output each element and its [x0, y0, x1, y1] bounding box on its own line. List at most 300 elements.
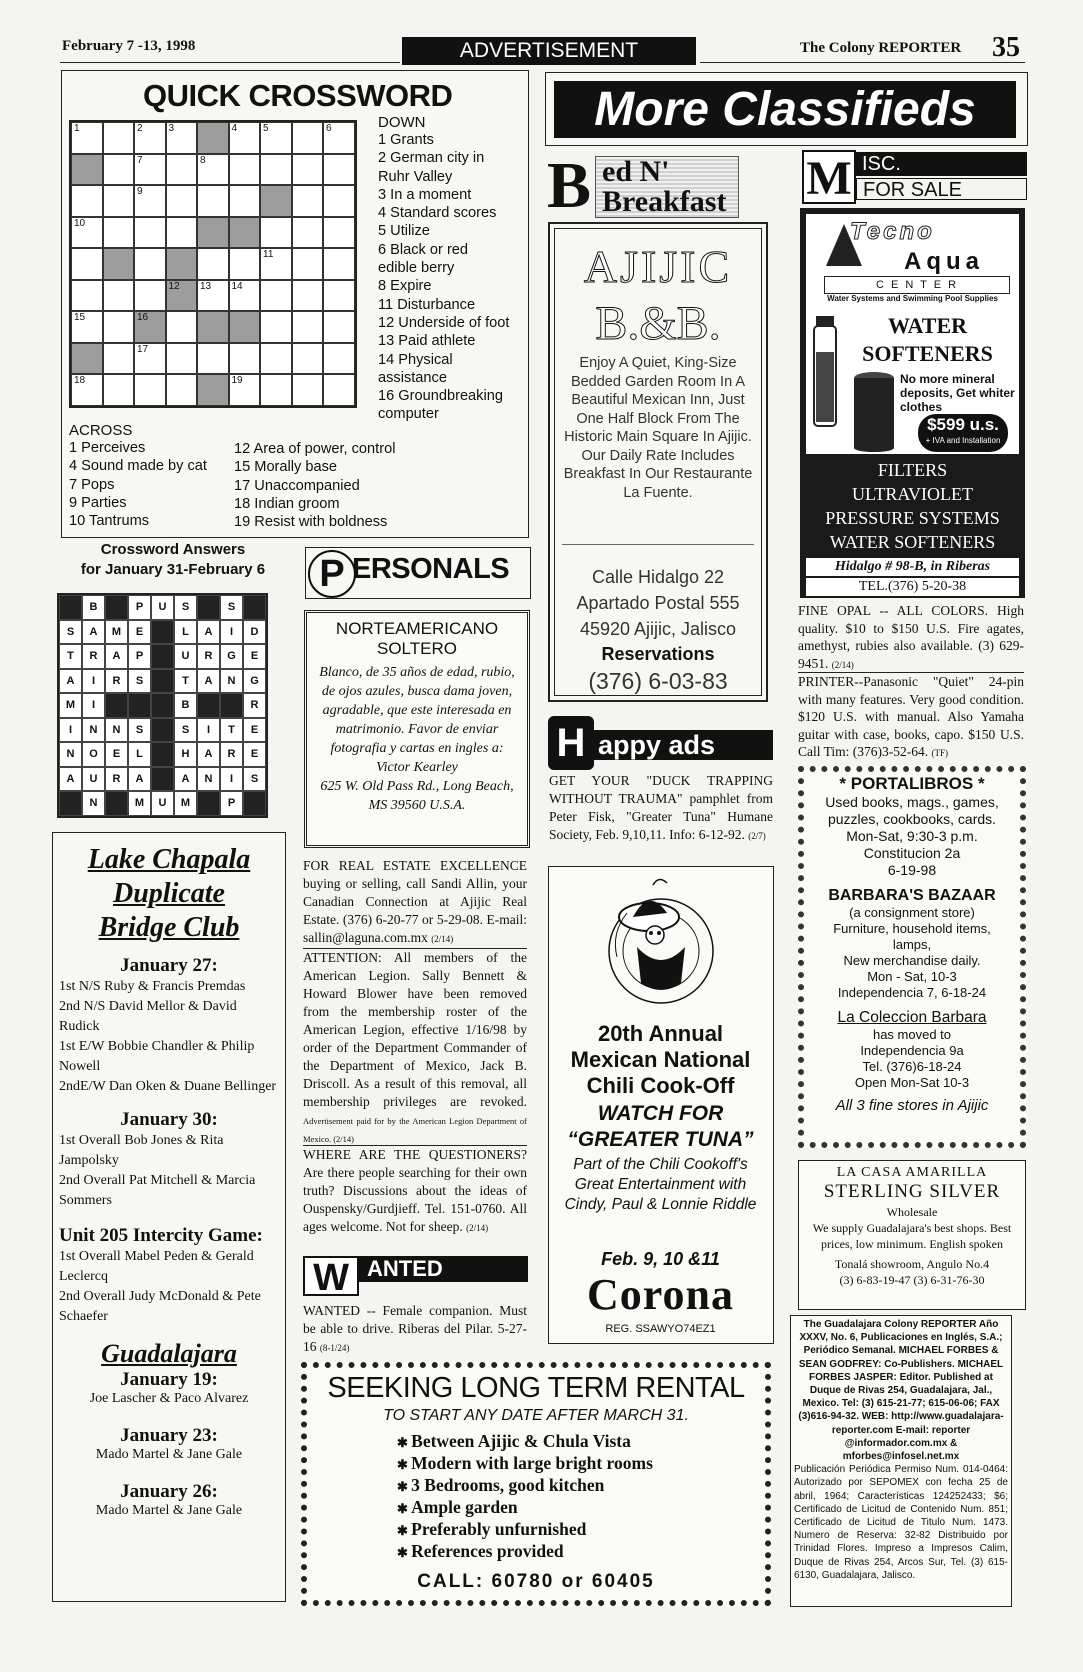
cell-number: 6 [326, 123, 332, 134]
answer-cell [151, 718, 174, 743]
down-clues [378, 114, 528, 424]
answer-cell: A [197, 742, 220, 767]
filter-item: FILTERS [877, 460, 948, 480]
answer-cell [220, 693, 243, 718]
crossword-cell[interactable] [103, 311, 135, 343]
softener-tank-icon [852, 370, 896, 452]
answer-cell: E [128, 620, 151, 645]
clue-item: 12 Underside of foot [378, 314, 510, 331]
answer-cell [59, 595, 82, 620]
answers-grid [57, 593, 268, 818]
crossword-cell[interactable] [134, 248, 166, 280]
crossword-cell[interactable] [197, 280, 229, 312]
bnb-phone[interactable]: (376) 6-03-83 [588, 668, 728, 694]
personals-heading: ERSONALS [352, 553, 510, 585]
rental-feature [397, 1453, 765, 1475]
casa-phone: (3) 6-83-19-47 (3) 6-31-76-30 [839, 1273, 985, 1287]
crossword-cell [197, 122, 229, 154]
crossword-cell[interactable] [166, 185, 198, 217]
answer-cell: E [105, 742, 128, 767]
date-heading: January 26: [120, 1481, 218, 1502]
answer-cell: I [220, 767, 243, 792]
crossword-cell[interactable] [134, 185, 166, 217]
paper-name: The Colony REPORTER [800, 40, 962, 56]
crossword-cell[interactable] [292, 154, 324, 186]
result-line: 2nd Overall Pat Mitchell & Marcia Sommers [59, 1173, 256, 1208]
answer-cell: G [243, 669, 266, 694]
rental-title: SEEKING LONG TERM RENTAL [327, 1372, 745, 1404]
portalibros-ad [798, 766, 1026, 1148]
ad-title: NORTEAMERICANO [335, 619, 499, 638]
bnb-address: 45920 Ajijic, Jalisco [579, 619, 737, 639]
answer-cell: S [220, 595, 243, 620]
crossword-cell[interactable] [229, 185, 261, 217]
happy-ads-header [548, 716, 774, 768]
crossword-cell[interactable] [323, 280, 355, 312]
answer-cell: I [197, 718, 220, 743]
coleccion-title: La Coleccion Barbara [837, 1009, 987, 1026]
bnb-initial: B [547, 149, 592, 222]
ad-text: FINE OPAL -- ALL COLORS. High quality. $10 to $150 U.S. Fire agates, amethyst, rubies also available. (3) 629-9451. [798, 603, 1024, 671]
casa-amarilla-ad [798, 1160, 1026, 1310]
misc-heading: ISC. [856, 152, 1027, 176]
answer-cell: U [174, 644, 197, 669]
answer-cell [151, 693, 174, 718]
answer-cell [197, 693, 220, 718]
crossword-cell[interactable] [103, 185, 135, 217]
crossword-cell[interactable] [260, 343, 292, 375]
crossword-cell[interactable] [134, 343, 166, 375]
crossword-cell[interactable] [103, 154, 135, 186]
answer-cell: S [174, 718, 197, 743]
bridge-title: Duplicate [113, 878, 225, 909]
filter-item: PRESSURE SYSTEMS [825, 508, 1000, 528]
crossword-cell[interactable] [292, 217, 324, 249]
bridge-title: Bridge Club [98, 912, 240, 943]
norteamericano-ad [304, 610, 530, 848]
crossword-cell[interactable] [134, 122, 166, 154]
crossword-cell[interactable] [323, 185, 355, 217]
crossword-cell[interactable] [292, 248, 324, 280]
answer-cell [151, 669, 174, 694]
across-clue-list [234, 440, 524, 531]
cell-number: 11 [263, 249, 274, 260]
crossword-cell[interactable] [323, 248, 355, 280]
answer-cell: S [243, 767, 266, 792]
ad-text: GET YOUR "DUCK TRAPPING WITHOUT TRAUMA" pamphlet from Peter Fisk, "Greater Tuna" Humane Society, Feb. 9,10,11. Info: 6-12-92. [549, 773, 773, 842]
feature-text: Ample garden [411, 1497, 518, 1517]
crossword-cell[interactable] [71, 185, 103, 217]
result-line: 2nd Overall Judy McDonald & Pete Schaefer [59, 1289, 261, 1324]
clue-item: 7 Pops [69, 476, 115, 493]
crossword-cell[interactable] [197, 343, 229, 375]
crossword-cell[interactable] [71, 217, 103, 249]
portalibros-phone: 6-19-98 [887, 862, 937, 878]
clue-item: 3 In a moment [378, 186, 472, 203]
crossword-cell[interactable] [260, 280, 292, 312]
crossword-cell[interactable] [292, 343, 324, 375]
answer-cell: H [174, 742, 197, 767]
crossword-cell[interactable] [323, 217, 355, 249]
drop-icon [824, 222, 864, 270]
answer-cell: T [174, 669, 197, 694]
clue-item: edible berry [378, 260, 455, 277]
crossword-cell[interactable] [292, 374, 324, 406]
answer-cell: S [128, 669, 151, 694]
misc-initial: M [802, 150, 856, 204]
bazaar-address: Independencia 7, 6-18-24 [837, 985, 987, 1000]
crossword-cell[interactable] [134, 154, 166, 186]
answer-cell: I [59, 718, 82, 743]
ad-code: (2/14) [466, 1223, 489, 1233]
misc-address: Hidalgo # 98-B, in Riberas [806, 558, 1019, 576]
crossword-cell[interactable] [229, 280, 261, 312]
feature-text: Modern with large bright rooms [411, 1453, 653, 1473]
section-heading: Unit 205 Intercity Game: [59, 1225, 263, 1246]
answer-cell [243, 791, 266, 816]
misc-heading: FOR SALE [856, 178, 1027, 200]
crossword-cell [197, 217, 229, 249]
ad-body: Blanco, de 35 años de edad, rubio, de ojos azules, busca dama joven, agradable, que este interesada en matrimonio. Favor de enviar fotografia y cartas en ingles a: [319, 665, 515, 756]
cell-number: 5 [263, 123, 269, 134]
answer-cell [243, 595, 266, 620]
answer-cell: M [105, 620, 128, 645]
bnb-header [547, 149, 773, 222]
crossword-cell[interactable] [134, 280, 166, 312]
answer-cell: P [220, 791, 243, 816]
casa-body: We supply Guadalajara's best shops. Best prices, low minimum. English spoken [812, 1221, 1012, 1251]
clue-item: Ruhr Valley [378, 168, 453, 185]
fine-opal-ad [798, 602, 1024, 674]
wanted-initial: W [303, 1256, 359, 1296]
bnb-name: B.&B. [595, 297, 721, 350]
crossword-cell[interactable] [166, 343, 198, 375]
ad-code: (2/14) [831, 659, 854, 670]
clue-item: 16 Groundbreaking [378, 388, 503, 405]
cell-number: 13 [200, 280, 212, 292]
crossword-cell[interactable] [134, 217, 166, 249]
crossword-cell[interactable] [103, 374, 135, 406]
crossword-cell[interactable] [323, 154, 355, 186]
ad-code: (2/14) [431, 934, 454, 944]
result-line: Mado Martel & Jane Gale [95, 1447, 243, 1462]
water-title: WATER [887, 313, 968, 338]
crossword-cell[interactable] [260, 374, 292, 406]
cell-number: 7 [137, 154, 143, 166]
result-line: 2ndE/W Dan Oken & Duane Bellinger [59, 1079, 277, 1094]
answers-heading: Crossword Answers [100, 541, 246, 558]
cell-number: 19 [231, 375, 243, 386]
crossword-cell[interactable] [229, 374, 261, 406]
crossword-cell [229, 217, 261, 249]
results-list [59, 1247, 279, 1327]
rental-feature [397, 1497, 765, 1519]
crossword-title: QUICK CROSSWORD [143, 78, 453, 113]
coleccion-body: has moved to Independencia 9a [860, 1027, 964, 1058]
answer-cell: A [105, 644, 128, 669]
answer-cell [128, 693, 151, 718]
ad-title: SOLTERO [377, 639, 457, 658]
answer-cell: L [128, 742, 151, 767]
crossword-cell[interactable] [323, 343, 355, 375]
clue-item: 6 Black or red [378, 241, 469, 258]
bridge-club-box [52, 832, 286, 1602]
answer-cell: B [174, 693, 197, 718]
crossword-cell[interactable] [260, 154, 292, 186]
across-clues-left [69, 422, 239, 530]
bnb-address: Apartado Postal 555 [576, 593, 740, 613]
answer-cell: U [151, 791, 174, 816]
answer-cell: A [197, 620, 220, 645]
crossword-cell[interactable] [229, 248, 261, 280]
down-heading: DOWN [378, 114, 426, 131]
clue-item: 4 Sound made by cat [69, 458, 207, 475]
across-clues-right [234, 440, 524, 531]
happy-heading: appy ads [592, 730, 773, 760]
classifieds-header-box [545, 72, 1028, 146]
asterisk-icon: ✱ [397, 1457, 412, 1472]
result-line: 1st E/W Bobbie Chandler & Philip Nowell [59, 1039, 255, 1074]
personals-header [305, 547, 531, 599]
casa-subtitle: STERLING SILVER [823, 1181, 1001, 1202]
crossword-cell[interactable] [134, 374, 166, 406]
chili-logo-icon [597, 873, 725, 1019]
answer-cell: A [128, 767, 151, 792]
result-line: 1st Overall Bob Jones & Rita Jampolsky [59, 1133, 224, 1168]
logo-aqua: Aqua [904, 248, 984, 275]
coleccion-hours: Open Mon-Sat 10-3 [854, 1075, 970, 1090]
legion-notice [303, 949, 527, 1147]
answer-cell: I [82, 669, 105, 694]
chili-description: Part of the Chili Cookoff's Great Entertainment with Cindy, Paul & Lonnie Riddle [564, 1156, 757, 1213]
cell-number: 3 [168, 123, 175, 134]
cell-number: 10 [74, 217, 86, 229]
answer-cell: A [82, 620, 105, 645]
clue-item: assistance [378, 369, 447, 386]
chili-dates: Feb. 9, 10 &11 [601, 1249, 720, 1269]
rental-call[interactable]: CALL: 60780 or 60405 [417, 1571, 655, 1592]
answer-cell: N [82, 791, 105, 816]
crossword-cell [197, 311, 229, 343]
clue-item: 18 Indian groom [234, 495, 340, 512]
crossword-cell [166, 248, 198, 280]
corona-logo: Corona [587, 1270, 734, 1319]
crossword-cell [197, 374, 229, 406]
crossword-cell[interactable] [260, 122, 292, 154]
answer-cell: R [82, 644, 105, 669]
crossword-cell[interactable] [260, 248, 292, 280]
crossword-cell[interactable] [197, 185, 229, 217]
filter-item: WATER SOFTENERS [829, 532, 996, 552]
cell-number: 9 [137, 186, 143, 197]
rental-subtitle: TO START ANY DATE AFTER MARCH 31. [383, 1407, 689, 1424]
crossword-cell[interactable] [166, 154, 198, 186]
rental-feature [397, 1541, 765, 1563]
asterisk-icon: ✱ [397, 1435, 412, 1450]
results-list [59, 977, 279, 1097]
asterisk-icon: ✱ [397, 1479, 412, 1494]
date-heading: January 23: [120, 1425, 218, 1446]
logo-subtitle: Water Systems and Swimming Pool Supplies [827, 294, 998, 303]
ad-text: FOR REAL ESTATE EXCELLENCE buying or selling, call Sandi Allin, your Canadian Connection at Ajijic Real Estate. (376) 6-20-77 or 5-29-08. E-mail: sallin@laguna.com.mx [303, 858, 527, 945]
results-list [59, 1131, 279, 1211]
casa-title: LA CASA AMARILLA [836, 1165, 988, 1180]
issue-date: February 7 -13, 1998 [62, 38, 196, 54]
crossword-cell[interactable] [166, 122, 198, 154]
crossword-cell[interactable] [103, 343, 135, 375]
rental-features [397, 1431, 765, 1563]
clue-item: 13 Paid athlete [378, 333, 476, 350]
crossword-cell[interactable] [71, 248, 103, 280]
answer-cell: M [59, 693, 82, 718]
realestate-ad [303, 857, 527, 948]
chili-cookoff-ad [548, 866, 774, 1344]
answer-cell: M [128, 791, 151, 816]
crossword-cell[interactable] [260, 217, 292, 249]
crossword-cell[interactable] [292, 280, 324, 312]
bazaar-body: Furniture, household items, lamps, [833, 921, 991, 952]
masthead-legal: Publicación Periódica Permiso Num. 014-0464: Autorizado por SEPOMEX con fecha 25 de abril, 1964; Características 124252433; $6; Certificado de Licitud de Contenido Num. 851; Certificado de Licitud de Titulo Num. 1473. Numero de Reserva: 32-82 Distribuido por Trinidad Flores. Impreso a Impresos Calim, Duque de Rivas 254, Arcos Sur, Tel. (3) 615-6130, Guadalajara, Jalisco. [794, 1464, 1008, 1581]
clue-item: 9 Parties [69, 494, 127, 511]
misc-phone[interactable]: TEL.(376) 5-20-38 [806, 578, 1019, 596]
ad-name: Victor Kearley [376, 760, 458, 775]
price: $599 u.s. [927, 415, 999, 434]
crossword-cell[interactable] [323, 374, 355, 406]
crossword-cell [260, 185, 292, 217]
crossword-cell [71, 154, 103, 186]
bnb-heading: Breakfast [602, 185, 727, 218]
ad-text: WANTED -- Female companion. Must be able to drive. Riberas del Pilar. 5-27-16 [303, 1303, 527, 1354]
answer-cell [105, 693, 128, 718]
crossword-cell[interactable] [71, 374, 103, 406]
crossword-cell[interactable] [292, 122, 324, 154]
answer-cell: N [105, 718, 128, 743]
crossword-cell [71, 343, 103, 375]
crossword-cell[interactable] [103, 122, 135, 154]
down-clue-list [378, 131, 528, 424]
chili-watch: WATCH FOR [597, 1102, 724, 1125]
answer-cell: P [128, 595, 151, 620]
bnb-reservations: Reservations [601, 644, 715, 664]
crossword-cell[interactable] [103, 217, 135, 249]
crossword-cell[interactable] [71, 311, 103, 343]
answer-cell: R [220, 742, 243, 767]
clue-item: 8 Expire [378, 278, 432, 295]
answer-cell: P [128, 644, 151, 669]
chili-title: 20th Annual [597, 1021, 724, 1046]
date-heading: January 27: [120, 955, 218, 976]
clue-item: 11 Disturbance [378, 296, 476, 313]
answer-cell: A [59, 767, 82, 792]
crossword-cell[interactable] [292, 311, 324, 343]
guadalajara-heading: Guadalajara [101, 1339, 237, 1368]
clue-item: 1 Grants [378, 132, 434, 148]
crossword-cell[interactable] [229, 154, 261, 186]
result-line: Joe Lascher & Paco Alvarez [89, 1391, 249, 1406]
clue-item: 10 Tantrums [69, 513, 150, 530]
cell-number: 15 [74, 312, 86, 323]
feature-text: 3 Bedrooms, good kitchen [411, 1475, 605, 1495]
crossword-cell[interactable] [166, 374, 198, 406]
answer-cell: E [243, 742, 266, 767]
crossword-cell[interactable] [197, 154, 229, 186]
result-line: 2nd N/S David Mellor & David Rudick [59, 999, 237, 1034]
cell-number: 16 [137, 312, 149, 323]
rental-feature [397, 1475, 765, 1497]
crossword-cell[interactable] [71, 280, 103, 312]
advertisement-banner: ADVERTISEMENT [402, 37, 696, 65]
feature-text: Between Ajijic & Chula Vista [411, 1431, 631, 1451]
cell-number: 14 [231, 280, 243, 292]
crossword-cell[interactable] [166, 311, 198, 343]
crossword-cell [166, 280, 198, 312]
crossword-cell[interactable] [323, 311, 355, 343]
answer-cell: U [82, 767, 105, 792]
crossword-cell[interactable] [229, 343, 261, 375]
crossword-grid[interactable] [69, 120, 357, 408]
bazaar-subtitle: (a consignment store) [849, 905, 975, 920]
cell-number: 17 [137, 343, 149, 355]
crossword-cell[interactable] [292, 185, 324, 217]
coleccion-phone: Tel. (376)6-18-24 [862, 1059, 962, 1074]
bnb-ad [548, 222, 768, 702]
page-number: 35 [992, 32, 1020, 63]
portalibros-hours: Mon-Sat, 9:30-3 p.m. [846, 828, 978, 844]
crossword-cell[interactable] [166, 217, 198, 249]
masthead-text: The Guadalajara Colony REPORTER Año XXXV, No. 6, Publicaciones en Inglés, S.A.; Periódico Semanal. MICHAEL FORBES & SEAN GODFREY: Co-Publishers. MICHAEL FORBES JASPER: Editor. Published at Duque de Rivas 254, Guadalajara, Jal., Mexico. Tel: (3) 615-21-77; 615-06-06; FAX (3)616-94-32. WEB: http://www.guadalajara-reporter.com E-mail: reporter @informador.com.mx & mforbes@infosel.net.mx [798, 1319, 1004, 1463]
ad-code: (2/7) [748, 831, 766, 841]
crossword-cell[interactable] [260, 311, 292, 343]
filters-list [800, 458, 1025, 554]
answer-cell: E [243, 718, 266, 743]
feature-text: Preferably unfurnished [411, 1519, 587, 1539]
answer-cell: A [197, 669, 220, 694]
cell-number: 18 [74, 375, 86, 386]
answer-cell: I [82, 693, 105, 718]
masthead-box [790, 1315, 1012, 1607]
answer-cell: S [128, 718, 151, 743]
casa-wholesale: Wholesale [886, 1205, 938, 1219]
answer-cell: I [220, 620, 243, 645]
misc-header [802, 150, 1027, 204]
answer-cell: N [197, 767, 220, 792]
clue-item: 4 Standard scores [378, 205, 497, 222]
crossword-cell[interactable] [71, 122, 103, 154]
asterisk-icon: ✱ [397, 1501, 412, 1516]
water-title: SOFTENERS [862, 341, 993, 366]
wanted-heading: ANTED [359, 1256, 528, 1282]
happy-initial: H [548, 716, 594, 770]
answer-cell: T [220, 718, 243, 743]
notice-small: Advertisement paid for by the American Legion Department of Mexico. (2/14) [303, 1116, 527, 1144]
clue-item: 2 German city in [378, 150, 485, 167]
clue-item: 1 Perceives [69, 440, 146, 456]
crossword-cell[interactable] [323, 122, 355, 154]
portalibros-address: Constitucion 2a [863, 845, 961, 861]
portalibros-footer: All 3 fine stores in Ajijic [835, 1097, 989, 1114]
chili-title: Chili Cook-Off [586, 1073, 735, 1098]
crossword-cell[interactable] [197, 248, 229, 280]
rental-feature [397, 1519, 765, 1541]
price-note: + IVA and Installation [925, 436, 1001, 445]
crossword-cell[interactable] [229, 122, 261, 154]
header-rule [60, 62, 400, 63]
crossword-cell[interactable] [103, 280, 135, 312]
clue-item: 17 Unaccompanied [234, 477, 360, 494]
answer-cell: R [243, 693, 266, 718]
bnb-description: Enjoy A Quiet, King-Size Bedded Garden Room In A Beautiful Mexican Inn, Just One Half Block From The Historic Main Square In Ajijic. Our Daily Rate Includes Breakfast In Our Restaurante La Fuente. [563, 355, 753, 501]
answer-cell: D [243, 620, 266, 645]
